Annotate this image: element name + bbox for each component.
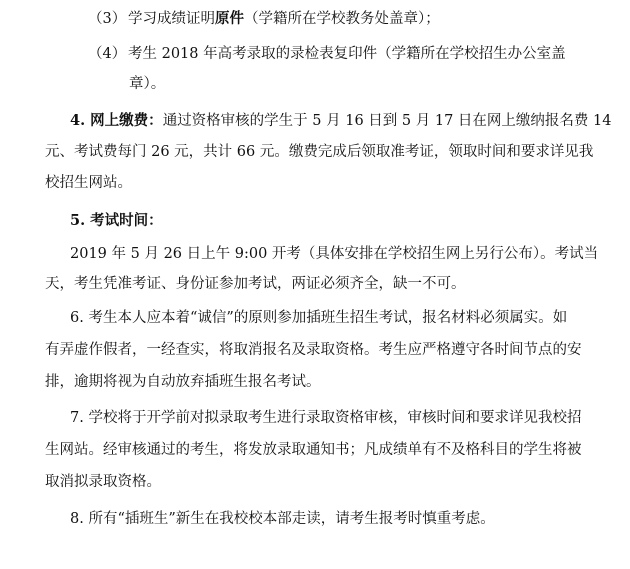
section-7-line-2: 生网站。经审核通过的考生，将发放录取通知书；凡成绩单有不及格科目的学生将被 bbox=[45, 442, 582, 458]
item-number: （4） bbox=[88, 46, 127, 62]
item-text-suffix: （学籍所在学校教务处盖章）； bbox=[244, 11, 440, 27]
item-text: 学习成绩证明 bbox=[128, 11, 215, 27]
item-text-bold: 原件 bbox=[215, 10, 244, 27]
section-5-line-1: 2019 年 5 月 26 日上午 9:00 开考（具体安排在学校招生网上另行公布）。考试当 bbox=[70, 246, 599, 262]
section-5-heading: 5. 考试时间： bbox=[70, 212, 163, 229]
section-4-heading: 4. 网上缴费： bbox=[70, 112, 163, 129]
section-7-line-3: 取消拟录取资格。 bbox=[45, 474, 161, 490]
section-6-line-3: 排，逾期将视为自动放弃插班生报名考试。 bbox=[45, 374, 321, 390]
list-item-4-cont: 章）。 bbox=[129, 76, 166, 92]
section-4-line-1 bbox=[70, 111, 630, 131]
section-6-line-1: 6. 考生本人应本着“诚信”的原则参加插班生招生考试，报名材料必须属实。如 bbox=[70, 310, 568, 326]
item-text: 考生 2018 年高考录取的录检表复印件（学籍所在学校招生办公室盖 bbox=[128, 46, 566, 62]
section-6-line-2: 有弄虚作假者，一经查实，将取消报名及录取资格。考生应严格遵守各时间节点的安 bbox=[45, 342, 582, 358]
section-5-line-2: 天，考生凭准考证、身份证参加考试，两证必须齐全，缺一不可。 bbox=[45, 276, 466, 292]
list-item-3 bbox=[88, 9, 628, 29]
section-7-line-1: 7. 学校将于开学前对拟录取考生进行录取资格审核，审核时间和要求详见我校招 bbox=[70, 410, 582, 426]
item-number: （3） bbox=[88, 11, 127, 27]
section-4-line-2: 元、考试费每门 26 元，共计 66 元。缴费完成后领取准考证，领取时间和要求详见我 bbox=[45, 144, 594, 160]
section-4-text: 通过资格审核的学生于 5 月 16 日到 5 月 17 日在网上缴纳报名费 14 bbox=[162, 113, 612, 129]
list-item-4 bbox=[88, 44, 628, 64]
section-8-line-1: 8. 所有“插班生”新生在我校校本部走读，请考生报考时慎重考虑。 bbox=[70, 511, 495, 527]
section-4-line-3: 校招生网站。 bbox=[45, 175, 132, 191]
